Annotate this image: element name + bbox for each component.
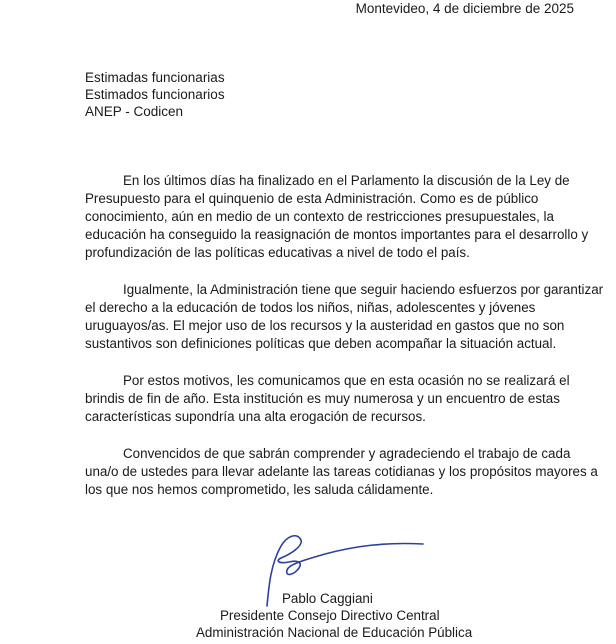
body-paragraph: Por estos motivos, les comunicamos que en esta ocasión no se realizará el brindis de fin de año. Esta institución es muy numerosa y un encuentro de estas características supondría una alta erogación de recursos. — [85, 373, 570, 424]
letter-date: Montevideo, 4 de diciembre de 2025 — [355, 1, 574, 16]
signatory-institution: Administración Nacional de Educación Pública — [196, 625, 473, 640]
recipient-line: Estimados funcionarios — [85, 87, 225, 102]
letter-body — [85, 172, 607, 518]
recipient-line: ANEP - Codicen — [85, 104, 184, 119]
body-paragraph: Igualmente, la Administración tiene que seguir haciendo esfuerzos por garantizar el derecho a la educación de todos los niños, niñas, adolescentes y jóvenes uruguayos/as. El mejor uso de los recursos y la austeridad en gastos que no son sustantivos son definiciones políticas que deben acompañar la situación actual. — [85, 282, 604, 351]
signatory-name: Pablo Caggiani — [282, 591, 373, 606]
recipients-block — [85, 69, 225, 120]
body-paragraph: En los últimos días ha finalizado en el Parlamento la discusión de la Ley de Presupuesto para el quinquenio de esta Administración. Como es de público conocimiento, aún en medio de un contexto de restricciones presupuestales, la educación ha conseguido la reasignación de montos importantes para el desarrollo y profundización de las políticas educativas a nivel de todo el país. — [85, 173, 589, 260]
recipient-line: Estimadas funcionarias — [85, 70, 225, 85]
signatory-role: Presidente Consejo Directivo Central — [220, 608, 440, 623]
body-paragraph: Convencidos de que sabrán comprender y agradeciendo el trabajo de cada una/o de ustedes para llevar adelante las tareas cotidianas y los propósitos mayores a los que nos hemos comprometido, les saluda cálidamente. — [85, 446, 598, 497]
